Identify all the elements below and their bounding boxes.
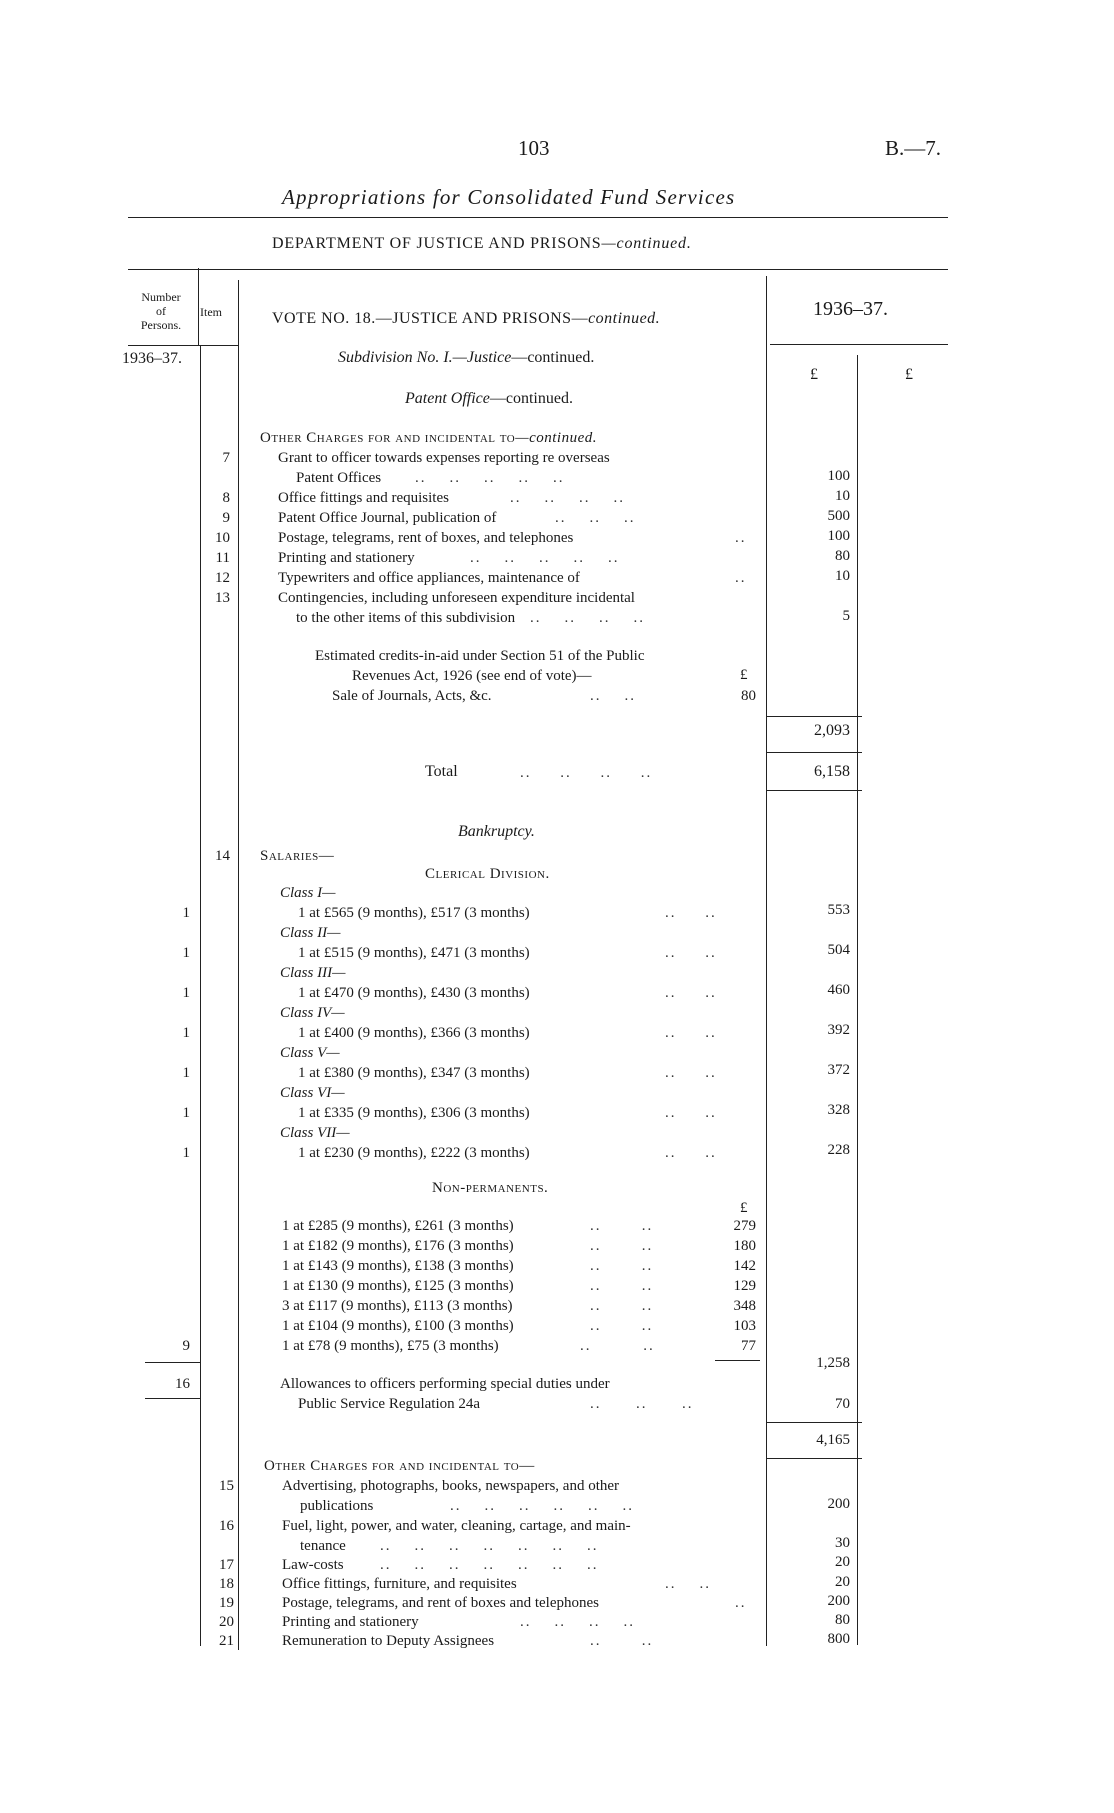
persons-header [128, 290, 194, 332]
bankruptcy-heading: Bankruptcy. [458, 823, 535, 840]
class-persons: 1 [182, 905, 190, 921]
leader-dots: .. .. .. .. .. .. .. [380, 1557, 599, 1573]
patent-item-number: 13 [215, 590, 230, 606]
leader-dots: .. [735, 1595, 747, 1611]
persons-header-line3: Persons. [140, 318, 182, 332]
other-item-amount: 800 [827, 1631, 850, 1647]
other-item-number: 18 [219, 1576, 234, 1592]
leader-dots: .. .. .. .. .. [415, 470, 565, 486]
patent-item-text: Grant to officer towards expenses reporting re overseas [278, 450, 610, 466]
bankruptcy-other-charges-heading: Other Charges for and incidental to— [264, 1458, 535, 1474]
salaries-heading: Salaries— [260, 848, 335, 864]
non-permanents-rule [715, 1360, 760, 1361]
vote-title-text: VOTE NO. 18.—JUSTICE AND PRISONS— [272, 310, 589, 327]
non-permanent-rate: 1 at £285 (9 months), £261 (3 months) [282, 1218, 514, 1234]
allowances-text: Allowances to officers performing special duties under [280, 1376, 610, 1392]
other-item-number: 16 [219, 1518, 234, 1534]
non-permanents-pound: £ [740, 1200, 748, 1216]
persons-total-rule-lower [145, 1398, 200, 1399]
clerical-division-heading: Clerical Division. [425, 866, 550, 882]
patent-subtotal: 2,093 [814, 722, 850, 739]
other-item-text: Remuneration to Deputy Assignees [282, 1633, 495, 1649]
patent-item-amount: 5 [842, 608, 850, 624]
leader-dots: .. .. .. .. .. [470, 550, 620, 566]
class-rate: 1 at £380 (9 months), £347 (3 months) [298, 1065, 530, 1081]
class-amount: 392 [827, 1022, 850, 1038]
leader-dots: .. .. [665, 905, 717, 921]
total-label: Total [425, 763, 458, 780]
credits-text-cont: Revenues Act, 1926 (see end of vote)— [352, 668, 592, 684]
allowances-amount: 70 [835, 1396, 850, 1412]
class-rate: 1 at £230 (9 months), £222 (3 months) [298, 1145, 530, 1161]
item-header: Item [200, 305, 222, 319]
other-item-number: 15 [219, 1478, 234, 1494]
leader-dots: .. .. [590, 1238, 654, 1254]
patent-item-amount: 500 [827, 508, 850, 524]
leader-dots: .. .. [665, 1065, 717, 1081]
leader-dots: .. .. [590, 1218, 654, 1234]
leader-dots: .. .. [590, 1258, 654, 1274]
patent-item-text: Postage, telegrams, rent of boxes, and telephones [278, 530, 574, 546]
patent-item-text-cont: to the other items of this subdivision [296, 610, 516, 626]
page-number: 103 [518, 136, 550, 160]
non-permanent-rate: 1 at £104 (9 months), £100 (3 months) [282, 1318, 514, 1334]
non-permanent-amount: 103 [733, 1318, 756, 1334]
other-item-amount: 30 [835, 1535, 850, 1551]
non-permanent-rate: 1 at £78 (9 months), £75 (3 months) [282, 1338, 499, 1354]
class-persons: 1 [182, 985, 190, 1001]
patent-item-amount: 100 [827, 468, 850, 484]
department-suffix: —continued. [601, 235, 692, 252]
subdivision-label: Subdivision No. I.—Justice [338, 349, 512, 366]
patent-other-charges-suffix: —continued. [515, 430, 597, 446]
document-ref: B.—7. [885, 136, 942, 160]
patent-item-number: 11 [215, 550, 230, 566]
leader-dots: .. .. .. [555, 510, 636, 526]
persons-header-line2: of [156, 304, 166, 318]
patent-office-heading [405, 390, 573, 408]
class-persons: 1 [182, 1065, 190, 1081]
non-permanent-amount: 348 [733, 1298, 756, 1314]
subtotal-rule [766, 716, 862, 717]
leader-dots: .. .. .. .. [520, 765, 653, 781]
other-item-number: 19 [219, 1595, 234, 1611]
leader-dots: .. [735, 570, 747, 586]
persons-total-rule [145, 1362, 200, 1363]
class-amount: 553 [827, 902, 850, 918]
total-rule [766, 790, 862, 791]
other-item-text: Fuel, light, power, and water, cleaning, cartage, and main- [282, 1518, 631, 1534]
non-permanents-persons: 9 [182, 1338, 190, 1354]
patent-item-amount: 10 [835, 488, 850, 504]
class-persons: 1 [182, 1145, 190, 1161]
class-label: Class II— [280, 925, 341, 941]
vote-title-suffix: continued. [588, 310, 661, 327]
bankruptcy-item-number: 14 [215, 848, 230, 864]
class-label: Class I— [280, 885, 336, 901]
non-permanent-rate: 1 at £143 (9 months), £138 (3 months) [282, 1258, 514, 1274]
leader-dots: .. .. .. [590, 1396, 694, 1412]
vote-title [272, 310, 660, 328]
non-permanents-total: 1,258 [816, 1355, 850, 1371]
patent-item-text-cont: Patent Offices [296, 470, 382, 486]
other-item-text-cont: publications [300, 1498, 374, 1514]
leader-dots: .. .. [665, 1025, 717, 1041]
non-permanent-amount: 142 [733, 1258, 756, 1274]
leader-dots: .. .. [590, 1278, 654, 1294]
leader-dots: .. .. [665, 985, 717, 1001]
other-item-text: Advertising, photographs, books, newspapers, and other [282, 1478, 620, 1494]
leader-dots: .. .. [665, 1145, 717, 1161]
header-rule [128, 269, 948, 270]
patent-office-label: Patent Office [405, 390, 490, 407]
page-title: Appropriations for Consolidated Fund Services [282, 185, 736, 209]
credits-sale: Sale of Journals, Acts, &c. [332, 688, 492, 704]
patent-item-text: Typewriters and office appliances, maintenance of [278, 570, 580, 586]
persons-header-rule [128, 345, 238, 346]
patent-item-amount: 80 [835, 548, 850, 564]
subtotal-rule-lower [766, 752, 862, 753]
class-rate: 1 at £515 (9 months), £471 (3 months) [298, 945, 530, 961]
patent-item-number: 9 [222, 510, 230, 526]
non-permanent-rate: 1 at £130 (9 months), £125 (3 months) [282, 1278, 514, 1294]
patent-item-number: 10 [215, 530, 230, 546]
class-rate: 1 at £335 (9 months), £306 (3 months) [298, 1105, 530, 1121]
patent-item-text: Office fittings and requisites [278, 490, 449, 506]
class-persons: 1 [182, 1025, 190, 1041]
leader-dots: .. .. [580, 1338, 655, 1354]
patent-item-amount: 100 [827, 528, 850, 544]
leader-dots: .. .. .. .. [530, 610, 645, 626]
non-permanent-amount: 279 [733, 1218, 756, 1234]
non-permanent-amount: 180 [733, 1238, 756, 1254]
leader-dots: .. .. [665, 1576, 711, 1592]
other-item-text: Printing and stationery [282, 1614, 419, 1630]
persons-year: 1936–37. [122, 350, 182, 367]
subdivision-heading [338, 349, 594, 367]
class-amount: 504 [827, 942, 850, 958]
patent-other-charges-heading [260, 430, 597, 447]
other-item-text: Law-costs [282, 1557, 344, 1573]
persons-header-line1: Number [141, 290, 181, 304]
department-name: DEPARTMENT OF JUSTICE AND PRISONS [272, 235, 602, 252]
patent-item-text: Contingencies, including unforeseen expenditure incidental [278, 590, 635, 606]
other-item-number: 20 [219, 1614, 234, 1630]
class-label: Class V— [280, 1045, 340, 1061]
leader-dots: .. .. .. .. [520, 1614, 635, 1630]
leader-dots: .. .. [665, 945, 717, 961]
class-persons: 1 [182, 945, 190, 961]
class-amount: 328 [827, 1102, 850, 1118]
class-label: Class VI— [280, 1085, 345, 1101]
class-label: Class VII— [280, 1125, 350, 1141]
leader-dots: .. .. [590, 1633, 654, 1649]
patent-office-suffix: —continued. [489, 390, 573, 407]
allowances-text-cont: Public Service Regulation 24a [298, 1396, 481, 1412]
other-item-text: Postage, telegrams, and rent of boxes and telephones [282, 1595, 599, 1611]
other-item-amount: 200 [827, 1593, 850, 1609]
other-item-amount: 200 [827, 1496, 850, 1512]
pound-col1: £ [810, 366, 818, 383]
class-rate: 1 at £400 (9 months), £366 (3 months) [298, 1025, 530, 1041]
rule-amount-left [766, 276, 767, 1646]
other-item-number: 17 [219, 1557, 234, 1573]
patent-item-number: 7 [222, 450, 230, 466]
leader-dots: .. .. [590, 1298, 654, 1314]
class-persons: 1 [182, 1105, 190, 1121]
class-rate: 1 at £565 (9 months), £517 (3 months) [298, 905, 530, 921]
other-item-amount: 20 [835, 1554, 850, 1570]
credits-pound: £ [740, 667, 748, 683]
salaries-total: 4,165 [816, 1432, 850, 1448]
salaries-total-rule-lower [766, 1458, 862, 1459]
leader-dots: .. .. .. .. .. .. .. [380, 1538, 599, 1554]
non-permanent-amount: 129 [733, 1278, 756, 1294]
patent-item-text: Printing and stationery [278, 550, 415, 566]
leader-dots: .. .. [590, 688, 636, 704]
class-rate: 1 at £470 (9 months), £430 (3 months) [298, 985, 530, 1001]
non-permanent-rate: 1 at £182 (9 months), £176 (3 months) [282, 1238, 514, 1254]
year-header-rule [770, 344, 948, 345]
other-item-text: Office fittings, furniture, and requisites [282, 1576, 517, 1592]
class-amount: 460 [827, 982, 850, 998]
patent-item-amount: 10 [835, 568, 850, 584]
credits-amount: 80 [741, 688, 756, 704]
credits-text: Estimated credits-in-aid under Section 51 of the Public [315, 648, 645, 664]
class-amount: 372 [827, 1062, 850, 1078]
patent-item-number: 12 [215, 570, 230, 586]
class-label: Class III— [280, 965, 346, 981]
pound-col2: £ [905, 366, 913, 383]
other-item-text-cont: tenance [300, 1538, 346, 1554]
other-item-number: 21 [219, 1633, 234, 1649]
patent-item-text: Patent Office Journal, publication of [278, 510, 497, 526]
grand-total: 6,158 [814, 763, 850, 780]
patent-other-charges-label: Other Charges for and incidental to [260, 430, 516, 446]
other-item-amount: 80 [835, 1612, 850, 1628]
title-rule [128, 217, 948, 218]
leader-dots: .. .. [590, 1318, 654, 1334]
class-amount: 228 [827, 1142, 850, 1158]
rule-amount-mid [857, 355, 858, 1645]
leader-dots: .. [735, 530, 747, 546]
patent-item-number: 8 [222, 490, 230, 506]
persons-total: 16 [175, 1376, 190, 1392]
salaries-total-rule [766, 1422, 862, 1423]
rule-item-right [238, 280, 239, 1650]
leader-dots: .. .. .. .. [510, 490, 625, 506]
leader-dots: .. .. [665, 1105, 717, 1121]
subdivision-suffix: —continued. [511, 349, 595, 366]
other-item-amount: 20 [835, 1574, 850, 1590]
leader-dots: .. .. .. .. .. .. [450, 1498, 634, 1514]
non-permanents-heading: Non-permanents. [432, 1180, 549, 1196]
non-permanent-amount: 77 [741, 1338, 756, 1354]
class-label: Class IV— [280, 1005, 345, 1021]
year-header: 1936–37. [813, 298, 888, 320]
non-permanent-rate: 3 at £117 (9 months), £113 (3 months) [282, 1298, 513, 1314]
department-heading [272, 235, 692, 253]
rule-persons-right [198, 268, 199, 346]
